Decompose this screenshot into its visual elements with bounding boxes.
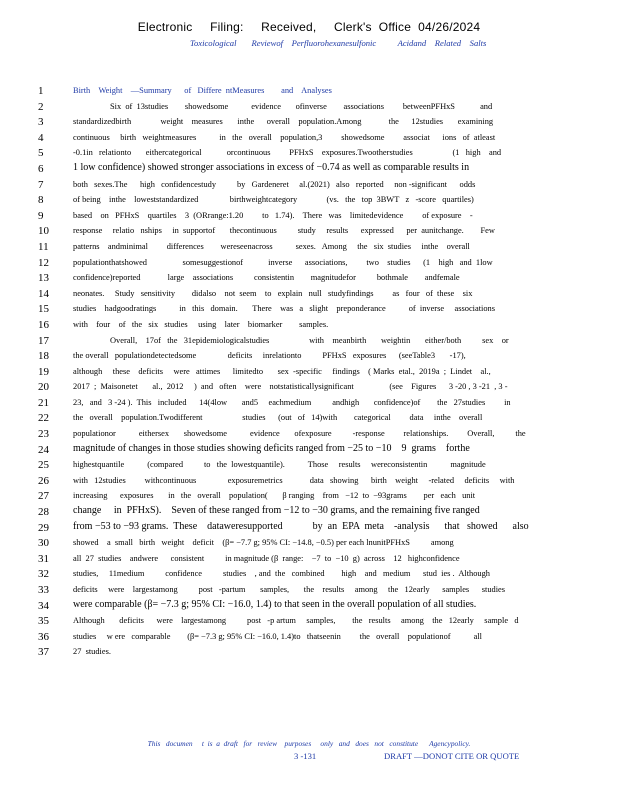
line-number: 17 [38,334,49,347]
line-text: patterns andminimal differences wereseenacross sexes. Among the six studies inthe overall [73,241,470,251]
line-text: Overall, 17of the 31epidemiologicalstudies with meanbirth weightin either/both sex or [110,335,509,345]
line-text: 1 low confidence) showed stronger associations in excess of −0.74 as well as comparable results in [73,161,470,173]
line-number: 8 [38,194,44,207]
line-text: showed a small birth weight deficit (β= −7.7 g; 95% CI: −14.8, −0.5) per each lnunitPFHxS among [73,538,454,548]
text-line [0,84,618,100]
line-number: 6 [38,162,44,175]
text-line [0,240,618,256]
line-number: 13 [38,272,49,285]
line-number: 28 [38,506,49,519]
draft-disclaimer: This documen t is a draft for review purposes only and does not constitute Agencypolicy. [147,739,471,748]
line-text: continuous birth weightmeasures in the overall population,3 showedsome associat ions of atleast [73,132,496,142]
text-line [0,334,618,350]
text-line [0,209,618,225]
line-text: neonates. Study sensitivity didalso not seem to explain null studyfindings as four of these six [73,288,473,298]
electronic-filing-stamp: Electronic Filing: Received, Clerk's Office 04/26/2024 [137,20,481,34]
line-number: 29 [38,521,49,534]
text-line [0,380,618,396]
text-line [0,193,618,209]
text-line [0,443,618,459]
line-text: studies w ere comparable (β= −7.3 g; 95% CI: −16.0, 1.4)to thatseenin the overall populationof all [73,631,482,641]
text-line [0,271,618,287]
text-line [0,178,618,194]
line-number: 35 [38,615,49,628]
line-number: 11 [38,240,49,253]
line-text: 27 studies. [73,647,111,657]
line-text: studies hadgoodratings in this domain. There was a slight preponderance of inverse associations [73,304,496,314]
line-text: from −53 to −93 grams. These dataweresupported by an EPA meta -analysis that showed also [73,520,529,532]
line-text: although these deficits were attimes limitedto sex -specific findings ( Marks etal., 2019a ; Lindet al., [73,366,491,376]
text-line [0,365,618,381]
line-text: Six of 13studies showedsome evidence ofinverse associations betweenPFHxS and [110,101,493,111]
line-number: 27 [38,490,49,503]
text-line [0,131,618,147]
line-text: populationor eithersex showedsome evidence ofexposure -response relationships. Overall, the [73,429,526,439]
text-line [0,521,618,537]
text-line [0,224,618,240]
line-text: -0.1in relationto eithercategorical orcontinuous PFHxS exposures.Twootherstudies (1 high and [73,148,502,158]
line-text: 2017 ; Maisonetet al., 2012 ) and often were notstatisticallysignificant (see Figures 3 -20 , 3 -21 , 3 - [73,382,508,392]
line-text: of being inthe loweststandardized birthweightcategory (vs. the top 3BWT z -score quartiles) [73,195,474,205]
text-line [0,115,618,131]
line-number: 2 [38,100,44,113]
text-line [0,349,618,365]
line-text: increasing exposures in the overall population( β ranging from −12 to −93grams per each unit [73,491,476,501]
line-number: 21 [38,396,49,409]
text-line [0,614,618,630]
line-text: both sexes.The high confidencestudy by Gardeneret al.(2021) also reported non -significant odds [73,179,476,189]
text-line [0,100,618,116]
text-line [0,630,618,646]
line-text: confidence)reported large associations consistentin magnitudefor bothmale andfemale [73,273,460,283]
line-number: 32 [38,568,49,581]
line-text: the overall population.Twodifferent studies (out of 14)with categorical data inthe overall [73,413,483,423]
line-number: 5 [38,147,44,160]
text-line [0,474,618,490]
line-text: populationthatshowed somesuggestionof inverse associations, two studies (1 high and 1low [73,257,493,267]
line-number: 19 [38,365,49,378]
text-line [0,489,618,505]
text-line [0,146,618,162]
line-text: with four of the six studies using later biomarker samples. [73,319,329,329]
line-number: 22 [38,412,49,425]
text-line [0,287,618,303]
line-number: 31 [38,552,49,565]
line-number: 16 [38,318,49,331]
line-text: change in PFHxS). Seven of these ranged from −12 to −30 grams, and the remaining five ranged [73,505,480,517]
line-number: 12 [38,256,49,269]
line-text: Birth Weight —Summary of Differe ntMeasures and Analyses [73,86,332,95]
line-text: highestquantile (compared to the lowestquantile). Those results wereconsistentin magnitude [73,460,486,470]
line-number: 33 [38,584,49,596]
line-text: all 27 studies andwere consistent in magnitude (β range: −7 to −10 g) across 12 highconfidence [73,553,460,563]
line-text: the overall populationdetectedsome deficits inrelationto PFHxS exposures (seeTable3 -17), [73,351,466,361]
text-line [0,645,618,661]
line-number: 36 [38,630,49,643]
line-number: 15 [38,303,49,316]
running-header: Toxicological Reviewof Perfluorohexanesulfonic Acidand Related Salts [190,38,487,48]
line-text: standardizedbirth weight measures inthe overall population.Among the 12studies examining [73,117,494,127]
line-number: 23 [38,428,49,441]
line-text: with 12studies withcontinuous exposuremetrics data showing birth weight -related deficits with [73,475,515,485]
line-number: 4 [38,131,44,144]
page-number: 3 -131 [294,751,317,761]
line-number: 37 [38,646,49,659]
text-line [0,162,618,178]
line-number: 20 [38,381,49,394]
line-text: based on PFHxS quartiles 3 (ORrange:1.20 to 1.74). There was limitedevidence of exposure - [73,210,473,220]
text-line [0,536,618,552]
text-line [0,552,618,568]
line-number: 3 [38,116,44,129]
line-number: 26 [38,474,49,487]
line-number: 24 [38,443,49,456]
line-text: deficits were largestamong post -partum samples, the results among the 12early samples studies [73,585,506,594]
line-text: were comparable (β= −7.3 g; 95% CI: −16.0, 1.4) to that seen in the overall population of all studies. [73,598,477,610]
text-line [0,256,618,272]
line-text: magnitude of changes in those studies showing deficits ranged from −25 to −10 9 grams forthe [73,442,470,454]
text-line [0,411,618,427]
line-number: 18 [38,350,49,363]
text-line [0,427,618,443]
line-number: 34 [38,599,49,612]
line-text: response relatio nships in supportof thecontinuous study results expressed per aunitchange. Few [73,226,495,236]
line-number: 1 [38,85,44,97]
draft-notice: DRAFT —DONOT CITE OR QUOTE [384,751,520,761]
text-line [0,505,618,521]
text-line [0,458,618,474]
line-text: Although deficits were largestamong post -p artum samples, the results among the 12early sample d [73,616,519,626]
line-text: studies, 11medium confidence studies , and the combined high and medium stud ies . Although [73,569,490,579]
text-line [0,302,618,318]
text-line [0,318,618,334]
line-number: 9 [38,209,44,222]
text-line [0,583,618,599]
text-line [0,599,618,615]
line-text: 23, and 3 -24 ). This included 14(4low and5 eachmedium andhigh confidence)of the 27studies in [73,397,511,407]
document-body [0,84,618,661]
line-number: 25 [38,459,49,472]
line-number: 30 [38,537,49,550]
text-line [0,396,618,412]
line-number: 10 [38,225,49,238]
line-number: 7 [38,178,44,191]
line-number: 14 [38,287,49,300]
text-line [0,567,618,583]
